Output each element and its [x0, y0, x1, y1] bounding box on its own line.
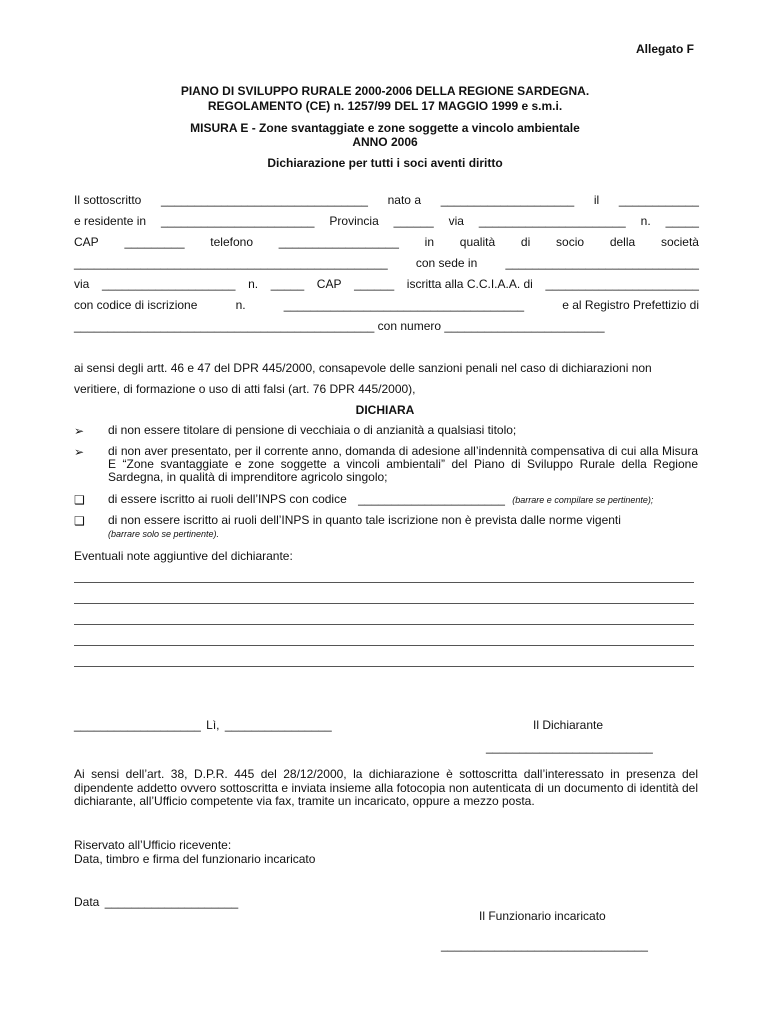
- checkbox-inps-registered[interactable]: ❑: [74, 493, 85, 507]
- label-nato-a: nato a: [387, 193, 421, 207]
- signature-place-row: [74, 718, 332, 732]
- notes-line[interactable]: [74, 645, 694, 646]
- legal-text: Ai sensi dell’art. 38, D.P.R. 445 del 28/12/2000, la dichiarazione è sottoscritta dall’interessato in presenza del dipendente addetto ovvero sottoscritta e inviata insieme alla fotocopia non autenticata di un documento di identità del dichiarante, all’Ufficio competente via fax, tramite un incaricato, oppure a mezzo posta.: [74, 767, 698, 808]
- field-data-nascita[interactable]: ____________: [618, 193, 699, 207]
- year-title: ANNO 2006: [352, 135, 418, 149]
- label-numero-sede: n.: [248, 277, 259, 291]
- label-cap: CAP: [74, 235, 99, 249]
- field-cap-sede[interactable]: ______: [354, 277, 395, 291]
- notes-line[interactable]: [74, 666, 694, 667]
- label-numero: n.: [640, 214, 651, 228]
- dichiara-heading: DICHIARA: [355, 403, 415, 417]
- field-firma-funzionario[interactable]: _______________________________: [441, 938, 648, 952]
- form-row-registry: [74, 319, 605, 333]
- checkbox-inps-not-registered[interactable]: ❑: [74, 514, 85, 528]
- label-registro-prefettizio: e al Registro Prefettizio di: [562, 298, 699, 312]
- notes-line[interactable]: [74, 624, 694, 625]
- field-provincia[interactable]: ______: [393, 214, 434, 228]
- label-con-numero: con numero: [377, 319, 442, 333]
- declaration-item-1: di non essere titolare di pensione di vecchiaia o di anzianità a qualsiasi titolo;: [108, 423, 517, 437]
- notes-label: Eventuali note aggiuntive del dichiarante:: [74, 549, 293, 563]
- declaration-item-4: di non essere iscritto ai ruoli dell’INPS in quanto tale iscrizione non è prevista dalle norme vigenti: [108, 513, 621, 527]
- attachment-label: Allegato F: [636, 42, 695, 56]
- field-numero-registro[interactable]: ________________________: [444, 319, 605, 333]
- field-inps-code[interactable]: ______________________: [358, 492, 505, 506]
- label-cap-sede: CAP: [316, 277, 342, 291]
- field-data-ufficio[interactable]: ____________________: [104, 895, 239, 909]
- label-provincia: Provincia: [329, 214, 379, 228]
- label-cciaa: iscritta alla C.C.I.A.A. di: [406, 277, 533, 291]
- field-firma-dichiarante[interactable]: _________________________: [486, 740, 653, 754]
- inps-registered-text: di essere iscritto ai ruoli dell’INPS con codice: [108, 492, 347, 506]
- form-row-company: [74, 256, 699, 270]
- label-via-sede: via: [74, 277, 90, 291]
- document-title: PIANO DI SVILUPPO RURALE 2000-2006 DELLA REGIONE SARDEGNA.: [180, 84, 590, 98]
- declaration-item-2: di non aver presentato, per il corrente anno, domanda di adesione all’indennità compensativa di cui alla Misura E “Zone svantaggiate e zone soggette a vincoli ambientali” del Piano di Sviluppo Rurale della Regione Sardegna, in qualità di imprenditore agricolo singolo;: [108, 444, 698, 484]
- label-data: Data: [74, 895, 100, 909]
- label-sottoscritto: Il sottoscritto: [74, 193, 142, 207]
- form-row-cap: [74, 235, 699, 249]
- word-societa: società: [660, 235, 699, 249]
- word-socio: socio: [556, 235, 585, 249]
- field-cap[interactable]: _________: [124, 235, 185, 249]
- field-registro[interactable]: _____________________________________________: [74, 319, 375, 333]
- field-via[interactable]: ______________________: [478, 214, 626, 228]
- notes-line[interactable]: [74, 603, 694, 604]
- office-stamp-label: Data, timbro e firma del funzionario incaricato: [74, 852, 316, 866]
- field-cciaa[interactable]: _______________________: [545, 277, 699, 291]
- label-telefono: telefono: [210, 235, 253, 249]
- inps-not-registered-note: (barrare solo se pertinente).: [108, 529, 220, 539]
- declaration-item-3: [108, 493, 698, 507]
- field-luogo-nascita[interactable]: ____________________: [440, 193, 575, 207]
- word-qualita: qualità: [459, 235, 496, 249]
- regulation-title: REGOLAMENTO (CE) n. 1257/99 DEL 17 MAGGIO 1999 e s.m.i.: [207, 99, 563, 113]
- word-in: in: [424, 235, 435, 249]
- label-codice-iscrizione: con codice di iscrizione: [74, 298, 198, 312]
- office-reserved-label: Riservato all’Ufficio ricevente:: [74, 838, 232, 852]
- notes-line[interactable]: [74, 582, 694, 583]
- field-telefono[interactable]: __________________: [278, 235, 399, 249]
- arrow-bullet-icon: ➢: [74, 424, 85, 438]
- field-sede[interactable]: _____________________________: [505, 256, 699, 270]
- form-row-address: [74, 277, 699, 291]
- field-codice-iscrizione[interactable]: ____________________________________: [283, 298, 525, 312]
- field-via-sede[interactable]: ____________________: [101, 277, 236, 291]
- arrow-bullet-icon: ➢: [74, 445, 85, 459]
- label-n: n.: [235, 298, 246, 312]
- form-row-residence: [74, 214, 699, 228]
- inps-registered-note: (barrare e compilare se pertinente);: [512, 495, 654, 505]
- field-residenza[interactable]: _______________________: [160, 214, 315, 228]
- field-nome[interactable]: _______________________________: [161, 193, 368, 207]
- label-li: Lì,: [206, 718, 220, 732]
- field-luogo[interactable]: ___________________: [74, 718, 201, 732]
- form-row-name: [74, 193, 699, 207]
- label-residente: e residente in: [74, 214, 147, 228]
- word-di: di: [520, 235, 531, 249]
- label-funzionario: Il Funzionario incaricato: [479, 909, 606, 923]
- word-della: della: [609, 235, 636, 249]
- label-via: via: [448, 214, 464, 228]
- field-numero-sede[interactable]: _____: [270, 277, 305, 291]
- label-il: il: [593, 193, 600, 207]
- office-date-row: [74, 895, 238, 909]
- label-dichiarante: Il Dichiarante: [533, 718, 604, 732]
- intro-line-2: veritiere, di formazione o uso di atti falsi (art. 76 DPR 445/2000),: [74, 382, 416, 396]
- field-numero-civico[interactable]: _____: [665, 214, 699, 228]
- form-row-code: [74, 298, 699, 312]
- intro-line-1: ai sensi degli artt. 46 e 47 del DPR 445/2000, consapevole delle sanzioni penali nel caso di dichiarazioni non: [74, 361, 652, 375]
- field-data-firma[interactable]: ________________: [224, 718, 332, 732]
- label-sede: con sede in: [415, 256, 478, 270]
- field-societa[interactable]: _______________________________________________: [74, 256, 388, 270]
- declaration-subtitle: Dichiarazione per tutti i soci aventi diritto: [267, 156, 503, 170]
- measure-title: MISURA E - Zone svantaggiate e zone soggette a vincolo ambientale: [190, 121, 580, 135]
